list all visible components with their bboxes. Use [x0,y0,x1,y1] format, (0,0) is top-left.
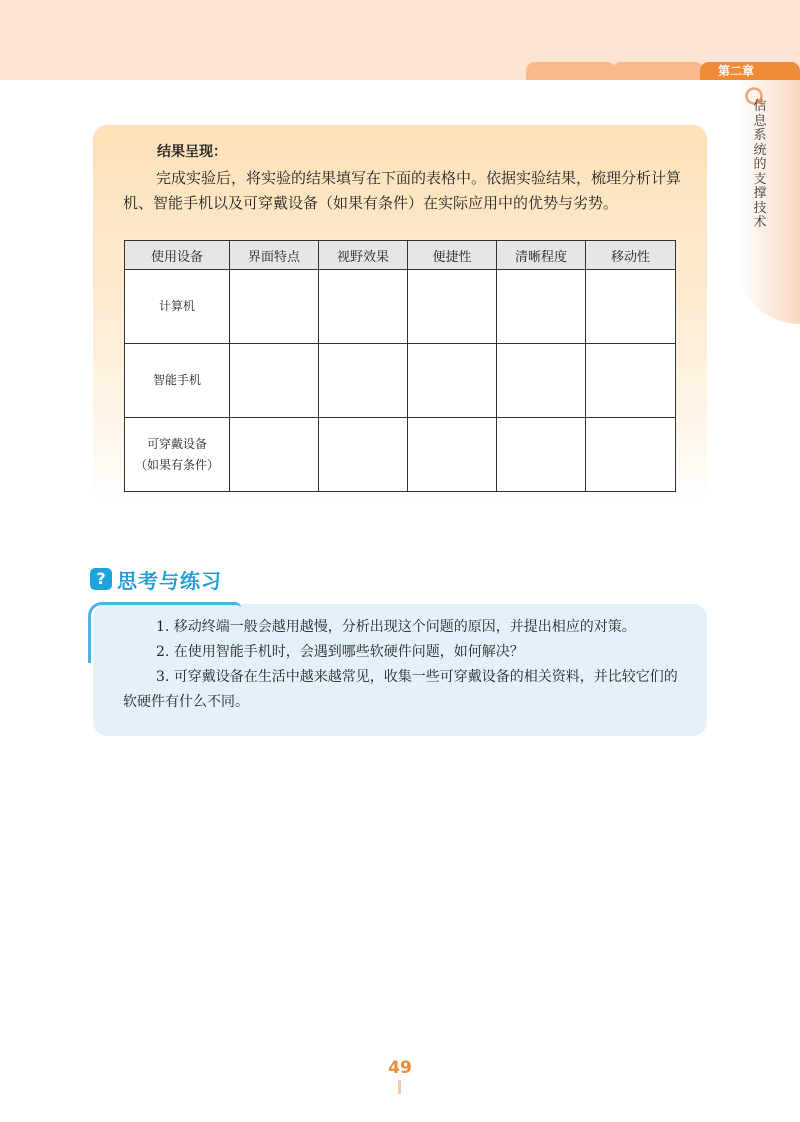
exercise-heading [90,566,222,592]
side-chapter-title: 信息系统的支撑技术 [753,99,767,230]
blank-answer-cell[interactable] [230,418,319,492]
blank-answer-cell[interactable] [319,344,408,418]
result-paragraph: 完成实验后，将实验的结果填写在下面的表格中。依据实验结果，梳理分析计算机、智能手机以及可穿戴设备（如果有条件）在实际应用中的优势与劣势。 [123,169,682,212]
table-header-cell: 界面特点 [230,241,319,270]
results-table [124,240,676,492]
blank-answer-cell[interactable] [586,344,676,418]
blank-answer-cell[interactable] [319,270,408,344]
blank-answer-cell[interactable] [408,270,497,344]
device-cell [125,270,230,344]
chapter-tab-blank-1 [526,62,616,80]
exercise-title: 思考与练习 [117,568,222,593]
table-row [125,418,676,492]
device-label: 计算机 [158,299,195,313]
blank-answer-cell[interactable] [319,418,408,492]
blank-answer-cell[interactable] [408,344,497,418]
page-number: 49 [388,1058,412,1078]
exercise-item: 2. 在使用智能手机时，会遇到哪些软硬件问题，如何解决？ [156,644,524,660]
table-header-cell: 移动性 [586,241,676,270]
device-cell [125,344,230,418]
side-chapter-tab [736,80,800,324]
blank-answer-cell[interactable] [230,344,319,418]
blank-answer-cell[interactable] [408,418,497,492]
table-header-cell: 便捷性 [408,241,497,270]
table-row [125,270,676,344]
blank-answer-cell[interactable] [497,270,586,344]
blank-answer-cell[interactable] [497,418,586,492]
blank-answer-cell[interactable] [586,418,676,492]
chapter-tabs [526,62,800,80]
chapter-tab-current: 第二章 [700,62,800,80]
exercise-item: 1. 移动终端一般会越用越慢，分析出现这个问题的原因，并提出相应的对策。 [156,619,636,635]
question-icon: ? [90,568,112,590]
table-header-cell: 视野效果 [319,241,408,270]
table-header-cell: 清晰程度 [497,241,586,270]
table-header-row [125,241,676,270]
table-row [125,344,676,418]
device-label: 可穿戴设备 [146,436,207,451]
result-heading: 结果呈现： [157,144,227,160]
page-number-tick [398,1080,401,1094]
device-label: 智能手机 [152,373,201,387]
blank-answer-cell[interactable] [497,344,586,418]
blank-answer-cell[interactable] [586,270,676,344]
device-note: （如果有条件） [134,457,219,472]
blank-answer-cell[interactable] [230,270,319,344]
device-cell [125,418,230,492]
exercise-list [123,615,679,715]
exercise-item: 3. 可穿戴设备在生活中越来越常见，收集一些可穿戴设备的相关资料，并比较它们的软硬件有什么不同。 [123,669,678,710]
table-header-cell: 使用设备 [125,241,230,270]
chapter-tab-blank-2 [612,62,704,80]
